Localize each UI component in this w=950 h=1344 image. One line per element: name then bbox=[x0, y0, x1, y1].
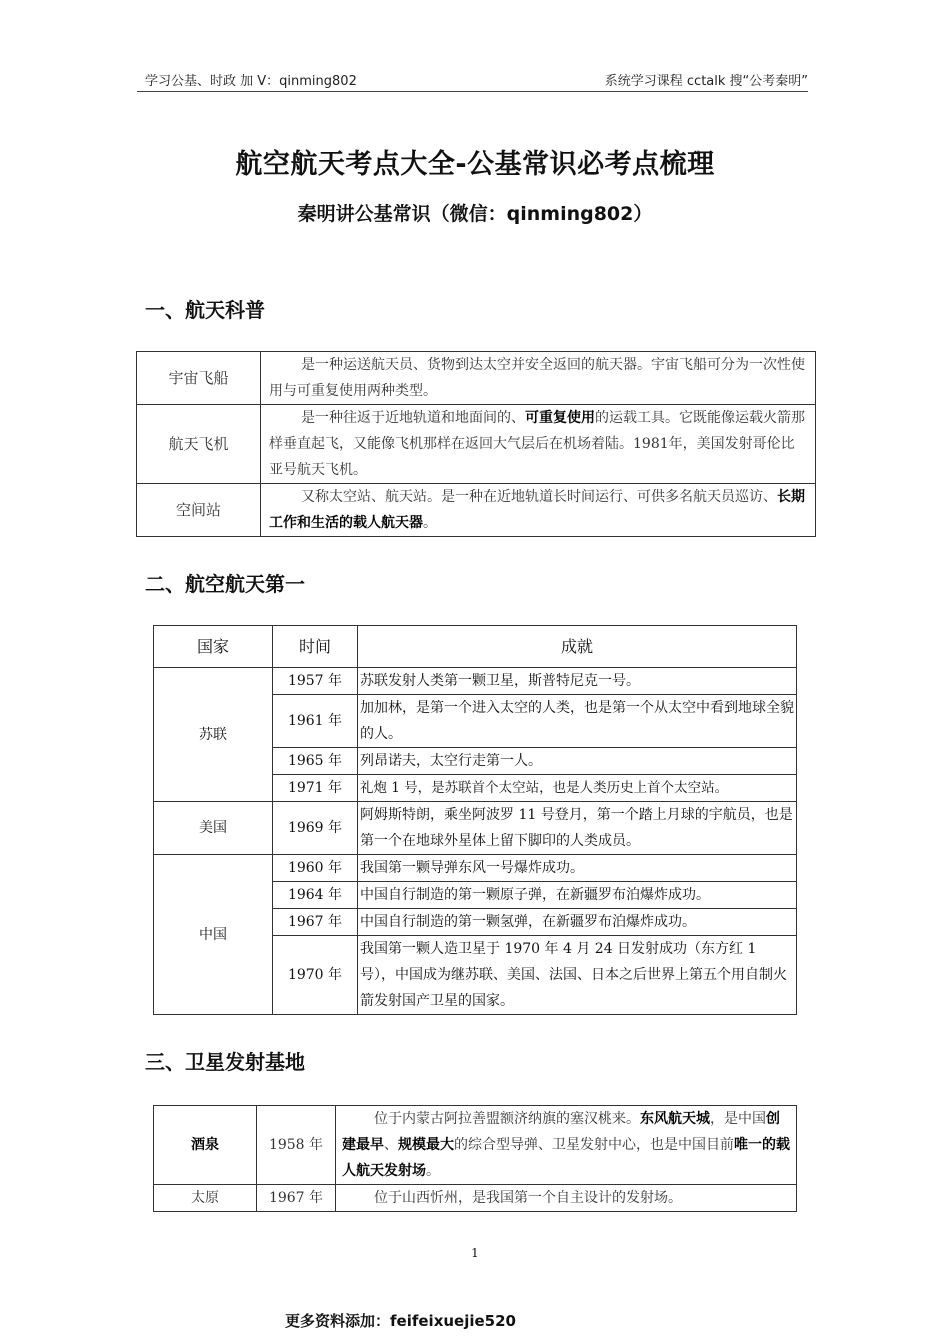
desc-bold: 创建最早 bbox=[342, 1111, 780, 1153]
desc-cell bbox=[261, 405, 816, 484]
achievement-cell: 阿姆斯特朗，乘坐阿波罗 11 号登月，第一个踏上月球的宇航员，也是第一个在地球外星体上留下脚印的人类成员。 bbox=[358, 802, 797, 855]
year-cell: 1961 年 bbox=[273, 695, 358, 748]
footer-note bbox=[285, 1310, 516, 1331]
achievement-cell: 中国自行制造的第一颗原子弹，在新疆罗布泊爆炸成功。 bbox=[358, 882, 797, 909]
section2-heading: 二、航空航天第一 bbox=[145, 572, 305, 596]
desc-text: 的运载工具。它既能像运载火箭那样垂直起飞，又能像飞机那样在返回大气层后在机场着陆。1981年，美国发射哥伦比亚号航天飞机。 bbox=[269, 410, 805, 478]
term-cell: 宇宙飞船 bbox=[137, 352, 261, 405]
launch-base-table bbox=[153, 1105, 797, 1212]
document-subtitle: 秦明讲公基常识（微信：qinming802） bbox=[297, 203, 653, 225]
desc-cell bbox=[261, 484, 816, 537]
term-cell: 空间站 bbox=[137, 484, 261, 537]
year-cell: 1957 年 bbox=[273, 668, 358, 695]
desc-bold: 长期工作和生活的载人航天器 bbox=[269, 489, 805, 531]
desc-text: 。 bbox=[426, 1163, 440, 1179]
header-divider bbox=[137, 91, 808, 92]
document-title: 航空航天考点大全-公基常识必考点梳理 bbox=[235, 149, 715, 180]
desc-text: 的综合型导弹、卫星发射中心，也是中国目前 bbox=[454, 1137, 734, 1153]
achievement-cell: 我国第一颗导弹东风一号爆炸成功。 bbox=[358, 855, 797, 882]
year-cell: 1967 年 bbox=[273, 909, 358, 936]
country-cell: 中国 bbox=[154, 855, 273, 1015]
desc-bold: 唯一的载人航天发射场 bbox=[342, 1137, 790, 1179]
firsts-table bbox=[153, 625, 797, 1015]
year-cell: 1965 年 bbox=[273, 748, 358, 775]
desc-text: 又称太空站、航天站。是一种在近地轨道长时间运行、可供多名航天员巡访、 bbox=[301, 489, 777, 505]
year-cell: 1960 年 bbox=[273, 855, 358, 882]
desc-text: 。 bbox=[423, 515, 437, 531]
desc-text: 是一种运送航天员、货物到达太空并安全返回的航天器。宇宙飞船可分为一次性使用与可重复使用两种类型。 bbox=[269, 357, 805, 399]
table-row bbox=[154, 668, 797, 695]
footer-contact: feifeixuejie520 bbox=[390, 1312, 516, 1330]
column-header-achievement: 成就 bbox=[358, 626, 797, 668]
table-row bbox=[137, 405, 816, 484]
achievement-cell: 礼炮 1 号，是苏联首个太空站，也是人类历史上首个太空站。 bbox=[358, 775, 797, 802]
achievement-cell: 加加林，是第一个进入太空的人类，也是第一个从太空中看到地球全貌的人。 bbox=[358, 695, 797, 748]
year-cell: 1964 年 bbox=[273, 882, 358, 909]
section3-heading: 三、卫星发射基地 bbox=[145, 1050, 305, 1074]
footer-label: 更多资料添加： bbox=[285, 1312, 391, 1330]
achievement-cell: 列昂诺夫，太空行走第一人。 bbox=[358, 748, 797, 775]
desc-bold: 规模最大 bbox=[398, 1137, 454, 1153]
header-left: 学习公基、时政 加 V：qinming802 bbox=[145, 74, 357, 89]
base-name-cell: 太原 bbox=[154, 1185, 257, 1212]
desc-bold: 东风航天城 bbox=[640, 1111, 710, 1127]
table-row bbox=[154, 1185, 797, 1212]
table-header-row bbox=[154, 626, 797, 668]
achievement-cell: 苏联发射人类第一颗卫星，斯普特尼克一号。 bbox=[358, 668, 797, 695]
header-right: 系统学习课程 cctalk 搜“公考秦明” bbox=[604, 74, 808, 89]
table-row bbox=[137, 484, 816, 537]
country-cell: 苏联 bbox=[154, 668, 273, 802]
page-number: 1 bbox=[471, 1246, 479, 1260]
desc-text: 位于内蒙古阿拉善盟额济纳旗的塞汉桃来。 bbox=[374, 1111, 640, 1127]
table-row bbox=[154, 855, 797, 882]
desc-text: 位于山西忻州，是我国第一个自主设计的发射场。 bbox=[374, 1190, 682, 1206]
year-cell: 1967 年 bbox=[257, 1185, 336, 1212]
spacecraft-table bbox=[136, 351, 816, 537]
country-cell: 美国 bbox=[154, 802, 273, 855]
column-header-year: 时间 bbox=[273, 626, 358, 668]
year-cell: 1971 年 bbox=[273, 775, 358, 802]
year-cell: 1970 年 bbox=[273, 936, 358, 1015]
achievement-cell: 我国第一颗人造卫星于 1970 年 4 月 24 日发射成功（东方红 1 号），中国成为继苏联、美国、法国、日本之后世界上第五个用自制火箭发射国产卫星的国家。 bbox=[358, 936, 797, 1015]
desc-bold: 可重复使用 bbox=[525, 410, 595, 426]
year-cell: 1958 年 bbox=[257, 1106, 336, 1185]
column-header-country: 国家 bbox=[154, 626, 273, 668]
desc-cell bbox=[336, 1106, 797, 1185]
year-cell: 1969 年 bbox=[273, 802, 358, 855]
term-cell: 航天飞机 bbox=[137, 405, 261, 484]
desc-text: 是一种往返于近地轨道和地面间的、 bbox=[301, 410, 525, 426]
section1-heading: 一、航天科普 bbox=[145, 298, 265, 322]
table-row bbox=[154, 802, 797, 855]
desc-cell bbox=[336, 1185, 797, 1212]
achievement-cell: 中国自行制造的第一颗氢弹，在新疆罗布泊爆炸成功。 bbox=[358, 909, 797, 936]
table-row bbox=[137, 352, 816, 405]
base-name-cell: 酒泉 bbox=[154, 1106, 257, 1185]
desc-text: 、 bbox=[384, 1137, 398, 1153]
table-row bbox=[154, 1106, 797, 1185]
desc-text: ，是中国 bbox=[710, 1111, 766, 1127]
desc-cell bbox=[261, 352, 816, 405]
